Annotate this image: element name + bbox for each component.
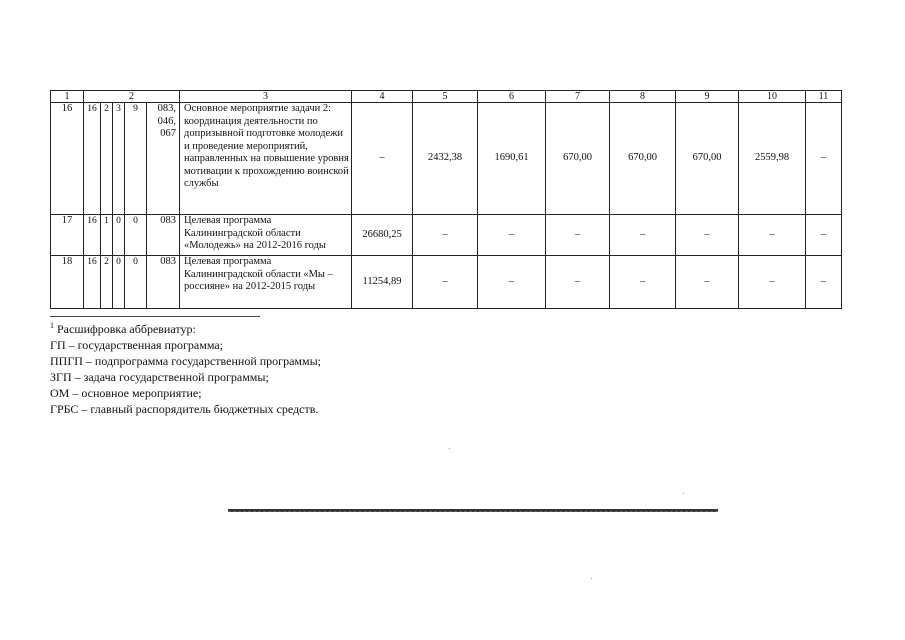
value-cell: 11254,89 [352,256,413,309]
footnote-title: $^1$ Расшифровка аббревиатур: [50,321,196,336]
table-row [51,103,842,215]
value-cell: – [610,215,676,256]
row-number: 18 [51,256,84,309]
row-number: 17 [51,215,84,256]
footnote-item: ЗГП – задача государственной программы; [50,370,269,384]
footnote-item: ППГП – подпрограмма государственной программы; [50,354,321,368]
value-cell: 670,00 [676,103,739,215]
value-cell: – [676,215,739,256]
header-cell: 1 [51,91,84,103]
header-cell: 4 [352,91,413,103]
footnote-item: ГП – государственная программа; [50,338,223,352]
description-cell: Целевая программа Калининградской области «Мы – россияне» на 2012-2015 годы [180,256,352,309]
closing-line [228,509,718,512]
code-cell: 16 [84,215,101,256]
header-cell: 9 [676,91,739,103]
header-cell: 2 [84,91,180,103]
footnote-item: ГРБС – главный распорядитель бюджетных средств. [50,402,319,416]
code-cell: 2 [101,256,113,309]
value-cell: 2559,98 [739,103,806,215]
header-cell: 5 [413,91,478,103]
value-cell: – [806,215,842,256]
description-cell: Основное мероприятие задачи 2: координация деятельности по допризывной подготовке молодежи и проведение мероприятий, направленных на повышение уровня мотивации к прохождению воинской службы [180,103,352,215]
value-cell: 670,00 [610,103,676,215]
header-cell: 10 [739,91,806,103]
value-cell: – [739,256,806,309]
value-cell: – [546,256,610,309]
scan-speck [683,493,684,494]
header-cell: 11 [806,91,842,103]
footnote-separator [50,316,260,317]
row-number: 16 [51,103,84,215]
value-cell: – [806,256,842,309]
grbs-codes: 083 [147,256,180,309]
header-row [51,91,842,103]
table-row [51,215,842,256]
value-cell: – [610,256,676,309]
code-cell: 16 [84,103,101,215]
value-cell: 1690,61 [478,103,546,215]
code-cell: 0 [113,256,125,309]
value-cell: – [478,215,546,256]
value-cell: – [546,215,610,256]
value-cell: – [478,256,546,309]
value-cell: 2432,38 [413,103,478,215]
grbs-codes: 083, 046, 067 [147,103,180,215]
value-cell: – [352,103,413,215]
code-cell: 0 [125,215,147,256]
value-cell: – [413,215,478,256]
value-cell: 26680,25 [352,215,413,256]
header-cell: 6 [478,91,546,103]
value-cell: – [676,256,739,309]
footnote-marker: 1 [50,321,54,330]
code-cell: 3 [113,103,125,215]
code-cell: 1 [101,215,113,256]
budget-table [50,90,842,309]
header-cell: 3 [180,91,352,103]
value-cell: – [413,256,478,309]
code-cell: 2 [101,103,113,215]
footnotes [50,318,321,417]
scan-speck [591,578,592,579]
table-row [51,256,842,309]
code-cell: 0 [125,256,147,309]
value-cell: – [739,215,806,256]
scan-speck [449,448,450,449]
description-cell: Целевая программа Калининградской области «Молодежь» на 2012-2016 годы [180,215,352,256]
value-cell: – [806,103,842,215]
footnote-item: ОМ – основное мероприятие; [50,386,202,400]
code-cell: 9 [125,103,147,215]
value-cell: 670,00 [546,103,610,215]
code-cell: 0 [113,215,125,256]
grbs-codes: 083 [147,215,180,256]
header-cell: 8 [610,91,676,103]
code-cell: 16 [84,256,101,309]
header-cell: 7 [546,91,610,103]
